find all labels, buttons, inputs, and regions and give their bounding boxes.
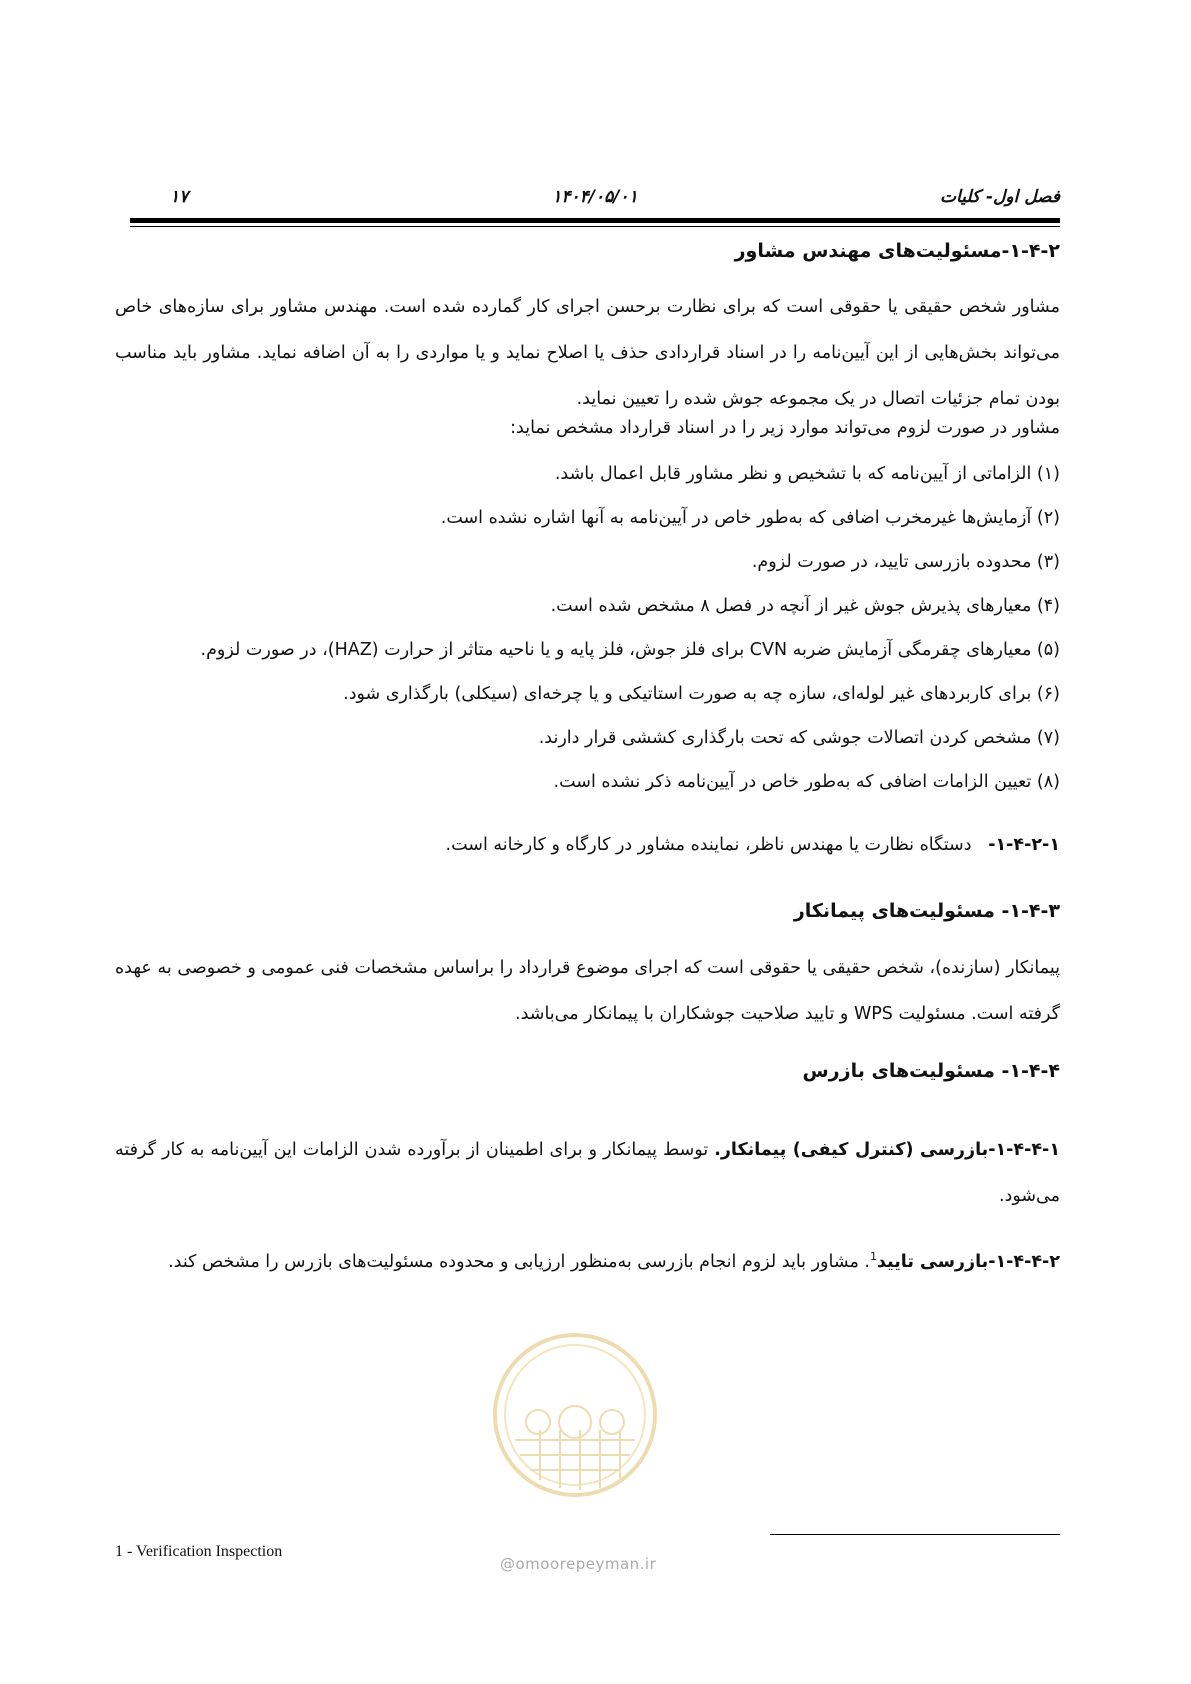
subsection-1-4-4-1 bbox=[115, 1127, 1060, 1219]
list-item: (۳) محدوده بازرسی تایید، در صورت لزوم. bbox=[751, 552, 1060, 572]
section-1-4-2-intro: مشاور در صورت لزوم می‌تواند موارد زیر را در اسناد قرارداد مشخص نماید: bbox=[510, 418, 1060, 438]
section-heading-1-4-3: ۱-۴-۳- مسئولیت‌های پیمانکار bbox=[793, 900, 1060, 922]
subsection-label: ۱-۴-۴-۲-بازرسی تایید bbox=[876, 1251, 1060, 1272]
chapter-title: فصل اول- کلیات bbox=[940, 187, 1060, 207]
page-header bbox=[130, 187, 1060, 217]
footnote-rule bbox=[770, 1534, 1060, 1535]
header-rule-thick bbox=[130, 218, 1060, 223]
subsection-text: توسط پیمانکار و برای اطمینان از برآورده شدن الزامات این آیین‌نامه به کار گرفته می‌شود. bbox=[115, 1140, 1060, 1206]
list-item: (۶) برای کاربردهای غیر لوله‌ای، سازه چه به صورت استاتیکی و یا چرخه‌ای (سیکلی) بارگذاری شود. bbox=[343, 684, 1060, 704]
list-item: (۲) آزمایش‌ها غیرمخرب اضافی که به‌طور خاص در آیین‌نامه به آنها اشاره نشده است. bbox=[440, 508, 1060, 528]
page-number: ۱۷ bbox=[170, 187, 189, 207]
list-item: (۱) الزاماتی از آیین‌نامه که با تشخیص و نظر مشاور قابل اعمال باشد. bbox=[554, 464, 1060, 484]
subsection-label: ۱-۴-۴-۱-بازرسی (کنترل کیفی) پیمانکار. bbox=[714, 1140, 1060, 1160]
section-heading-1-4-4: ۱-۴-۴- مسئولیت‌های بازرس bbox=[802, 1060, 1060, 1082]
section-1-4-3-paragraph: پیمانکار (سازنده)، شخص حقیقی یا حقوقی است که اجرای موضوع قرارداد را براساس مشخصات فنی عمومی و خصوصی به عهده گرفته است. مسئولیت WPS و تایید صلاحیت جوشکاران با پیمانکار می‌باشد. bbox=[115, 958, 1060, 1024]
subsection-1-4-4-2 bbox=[115, 1234, 1060, 1285]
list-item: (۴) معیارهای پذیرش جوش غیر از آنچه در فصل ۸ مشخص شده است. bbox=[550, 596, 1060, 616]
list-item: (۷) مشخص کردن اتصالات جوشی که تحت بارگذاری کششی قرار دارند. bbox=[538, 728, 1060, 748]
globe-icon: @ bbox=[500, 1555, 516, 1573]
footnote: 1 - Verification Inspection bbox=[115, 1543, 283, 1560]
watermark-site: @omoorepeyman.ir bbox=[500, 1555, 657, 1573]
subsection-1-4-2-1 bbox=[446, 835, 1060, 855]
watermark-logo-icon bbox=[490, 1330, 660, 1500]
footnote-ref: 1 bbox=[869, 1250, 877, 1263]
header-rule-thin bbox=[130, 226, 1060, 227]
subsection-text: . مشاور باید لزوم انجام بازرسی به‌منظور ارزیابی و محدوده مسئولیت‌های بازرس را مشخص کند. bbox=[168, 1251, 870, 1272]
list-item: (۵) معیارهای چقرمگی آزمایش ضربه CVN برای فلز جوش، فلز پایه و یا ناحیه متاثر از حرارت (HAZ)، در صورت لزوم. bbox=[200, 640, 1060, 660]
subsection-text: دستگاه نظارت یا مهندس ناظر، نماینده مشاور در کارگاه و کارخانه است. bbox=[445, 835, 972, 855]
subsection-number: ۱-۴-۲-۱- bbox=[988, 835, 1060, 855]
section-heading-1-4-2: ۱-۴-۲-مسئولیت‌های مهندس مشاور bbox=[734, 240, 1060, 262]
section-1-4-2-paragraph: مشاور شخص حقیقی یا حقوقی است که برای نظارت برحسن اجرای کار گمارده شده است. مهندس مشاور برای سازه‌های خاص می‌تواند بخش‌هایی از این آیین‌نامه را در اسناد قراردادی حذف یا اصلاح نماید و یا مواردی را به آن اضافه نماید. مشاور باید مناسب بودن تمام جزئیات اتصال در یک مجموعه جوش شده را تعیین نماید. bbox=[115, 297, 1060, 409]
list-item: (۸) تعیین الزامات اضافی که به‌طور خاص در آیین‌نامه ذکر نشده است. bbox=[553, 772, 1060, 792]
header-date: ۱۴۰۴/۰۵/۰۱ bbox=[552, 187, 638, 207]
